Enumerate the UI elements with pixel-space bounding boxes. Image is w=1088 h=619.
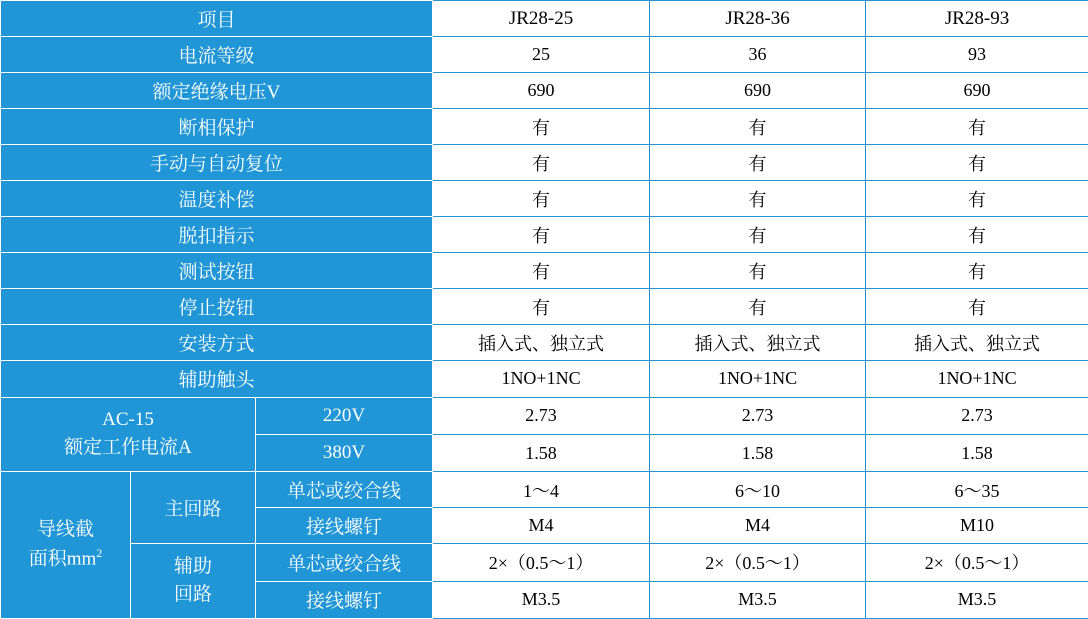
table-row-ac15-220v (1, 397, 1088, 434)
row-value: M3.5 (866, 581, 1088, 618)
row-label: 测试按钮 (1, 253, 433, 289)
wire-sub-label-conductor: 单芯或绞合线 (256, 472, 433, 508)
row-value: 有 (650, 217, 866, 253)
row-value: 有 (433, 109, 650, 145)
row-value: 有 (650, 289, 866, 325)
header-model-2: JR28-36 (650, 1, 866, 37)
row-value: M3.5 (650, 581, 866, 618)
row-value: 25 (433, 37, 650, 73)
ac15-label-line1: AC-15 (102, 408, 154, 430)
row-label: 脱扣指示 (1, 217, 433, 253)
row-value: 2.73 (650, 397, 866, 434)
wire-label-sup: 2 (96, 546, 103, 561)
row-value: 2×（0.5～1） (433, 544, 650, 581)
wire-sub-label-screw: 接线螺钉 (256, 508, 433, 544)
table-row (1, 217, 1088, 253)
row-value: 2.73 (433, 397, 650, 434)
row-value: 36 (650, 37, 866, 73)
row-value: 有 (866, 253, 1088, 289)
row-label: 停止按钮 (1, 289, 433, 325)
ac15-sub-label-380v: 380V (256, 434, 433, 471)
row-value: 1NO+1NC (866, 361, 1088, 397)
wire-group-aux-circuit (131, 544, 256, 619)
wire-group-main-circuit: 主回路 (131, 472, 256, 544)
row-value: 有 (433, 217, 650, 253)
row-value: 1.58 (866, 434, 1088, 471)
row-value: M10 (866, 508, 1088, 544)
row-value: 有 (866, 145, 1088, 181)
wire-sub-label-screw: 接线螺钉 (256, 581, 433, 618)
wire-sub-label-conductor: 单芯或绞合线 (256, 544, 433, 581)
table-row (1, 37, 1088, 73)
table-row (1, 361, 1088, 397)
wire-label-line1: 导线截 (36, 518, 94, 540)
row-label: 额定绝缘电压V (1, 73, 433, 109)
row-label: 安装方式 (1, 325, 433, 361)
row-value: 有 (433, 145, 650, 181)
table-row-main-circuit-wire (1, 472, 1088, 508)
row-value: 690 (650, 73, 866, 109)
row-label: 温度补偿 (1, 181, 433, 217)
row-value: 93 (866, 37, 1088, 73)
wire-section-label (1, 472, 131, 619)
row-value: 2×（0.5～1） (866, 544, 1088, 581)
row-label: 手动与自动复位 (1, 145, 433, 181)
row-label: 辅助触头 (1, 361, 433, 397)
row-value: 有 (650, 181, 866, 217)
row-value: 1.58 (650, 434, 866, 471)
row-value: M4 (650, 508, 866, 544)
ac15-label-line2: 额定工作电流A (64, 437, 192, 459)
row-value: 有 (433, 253, 650, 289)
row-value: 6～35 (866, 472, 1088, 508)
table-row (1, 145, 1088, 181)
row-value: 插入式、独立式 (866, 325, 1088, 361)
table-row-aux-circuit-wire (1, 544, 1088, 581)
header-model-3: JR28-93 (866, 1, 1088, 37)
row-value: 6～10 (650, 472, 866, 508)
row-label: 电流等级 (1, 37, 433, 73)
table-row (1, 325, 1088, 361)
row-value: 有 (650, 253, 866, 289)
row-value: 有 (866, 289, 1088, 325)
table-row (1, 109, 1088, 145)
ac15-sub-label-220v: 220V (256, 397, 433, 434)
row-label: 断相保护 (1, 109, 433, 145)
row-value: 1NO+1NC (650, 361, 866, 397)
row-value: 有 (866, 217, 1088, 253)
table-row-header (1, 1, 1088, 37)
row-value: M3.5 (433, 581, 650, 618)
row-value: 插入式、独立式 (650, 325, 866, 361)
row-value: M4 (433, 508, 650, 544)
row-value: 有 (866, 181, 1088, 217)
wire-group-aux-line2: 回路 (173, 584, 212, 606)
row-value: 1NO+1NC (433, 361, 650, 397)
row-value: 有 (650, 109, 866, 145)
row-value: 2.73 (866, 397, 1088, 434)
row-value: 690 (866, 73, 1088, 109)
row-value: 插入式、独立式 (433, 325, 650, 361)
row-value: 1.58 (433, 434, 650, 471)
wire-group-aux-line1: 辅助 (173, 555, 212, 577)
wire-label-line2: 面积$mm^2$ (28, 546, 103, 570)
row-value: 2×（0.5～1） (650, 544, 866, 581)
row-value: 690 (433, 73, 650, 109)
header-model-1: JR28-25 (433, 1, 650, 37)
row-value: 1～4 (433, 472, 650, 508)
row-value: 有 (433, 289, 650, 325)
table-row (1, 181, 1088, 217)
row-value: 有 (866, 109, 1088, 145)
row-value: 有 (650, 145, 866, 181)
ac15-label (1, 397, 256, 472)
row-value: 有 (433, 181, 650, 217)
table-row (1, 73, 1088, 109)
table-row (1, 289, 1088, 325)
header-item-label: 项目 (1, 1, 433, 37)
table-row (1, 253, 1088, 289)
